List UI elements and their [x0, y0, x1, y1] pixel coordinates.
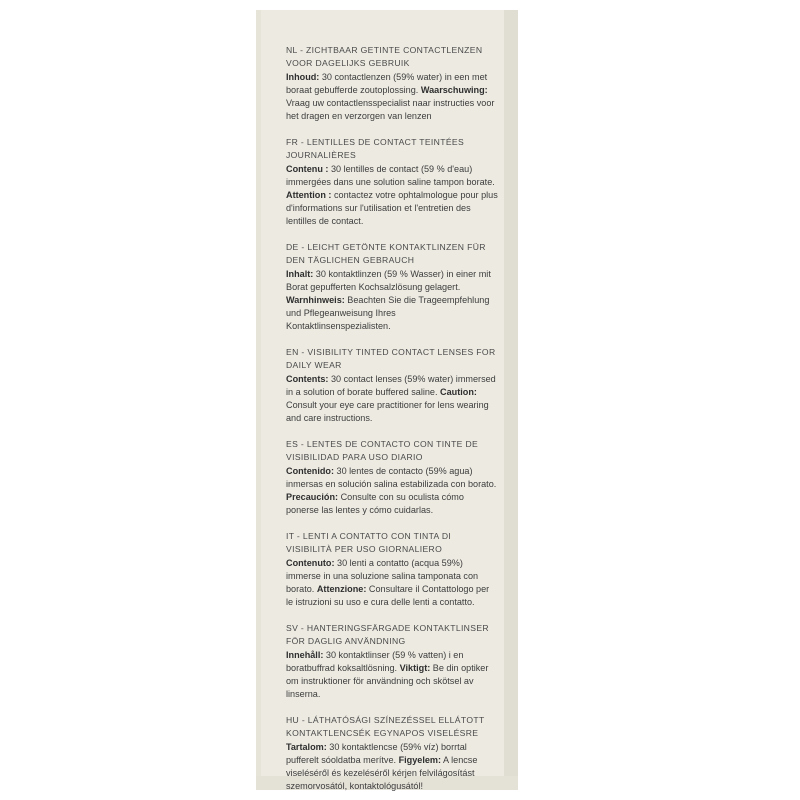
language-block-fr: [286, 136, 498, 228]
body-label: Contents:: [286, 374, 329, 384]
body-label: Figyelem:: [398, 755, 442, 765]
body-text: 30 kontaktlinzen (59 % Wasser) in einer mit Borat gepufferten Kochsalzlösung gelagert.: [286, 269, 491, 292]
language-heading: DE - LEICHT GETÖNTE KONTAKTLINZEN FÜR DEN TÄGLICHEN GEBRAUCH: [286, 242, 486, 265]
carton-left-edge: [256, 10, 261, 790]
language-body-text: [286, 71, 498, 123]
body-text: 30 kontaktlencse (59% víz) borrtal pufferelt sóoldatba merítve.: [286, 742, 467, 765]
language-heading: NL - ZICHTBAAR GETINTE CONTACTLENZEN VOOR DAGELIJKS GEBRUIK: [286, 45, 483, 68]
language-body-text: [286, 373, 498, 425]
body-text: 30 contactlenzen (59% water) in een met boraat gebufferde zoutoplossing.: [286, 72, 488, 95]
language-block-it: [286, 530, 498, 609]
language-body-text: [286, 741, 498, 793]
language-block-es: [286, 438, 498, 517]
carton-right-edge: [504, 10, 518, 790]
body-label: Inhalt:: [286, 269, 314, 279]
body-text: A lencse viseléséről és kezeléséről kérjen felvilágosítást szemorvosától, kontaktológusától!: [286, 755, 478, 791]
language-heading: HU - LÁTHATÓSÁGI SZÍNEZÉSSEL ELLÁTOTT KONTAKTLENCSÉK EGYNAPOS VISELÉSRE: [286, 715, 485, 738]
body-text: Vraag uw contactlensspecialist naar instructies voor het dragen en verzorgen van lenzen: [286, 98, 495, 121]
body-label: Waarschuwing:: [420, 85, 488, 95]
multilingual-label-panel: [286, 44, 498, 793]
body-text: Consultare il Contattologo per le istruzioni su uso e cura delle lenti a contatto.: [286, 584, 490, 607]
language-block-sv: [286, 622, 498, 701]
language-heading: SV - HANTERINGSFÄRGADE KONTAKTLINSER FÖR DAGLIG ANVÄNDNING: [286, 623, 489, 646]
body-label: Contenido:: [286, 466, 334, 476]
body-label: Contenuto:: [286, 558, 335, 568]
language-heading: IT - LENTI A CONTATTO CON TINTA DI VISIBILITÀ PER USO GIORNALIERO: [286, 531, 452, 554]
body-text: Consulte con su oculista cómo ponerse las lentes y cómo cuidarlas.: [286, 492, 464, 515]
body-label: Warnhinweis:: [286, 295, 345, 305]
body-label: Contenu :: [286, 164, 329, 174]
language-body-text: [286, 163, 498, 228]
body-label: Inhoud:: [286, 72, 320, 82]
language-body-text: [286, 268, 498, 333]
body-text: Be din optiker om instruktioner för användning och skötsel av linserna.: [286, 663, 489, 699]
body-text: contactez votre ophtalmologue pour plus d'informations sur l'utilisation et l'entretien des lentilles de contact.: [286, 190, 498, 226]
body-label: Attention :: [286, 190, 332, 200]
language-body-text: [286, 557, 498, 609]
body-text: 30 lentes de contacto (59% agua) inmersas en solución salina estabilizada con borato.: [286, 466, 497, 489]
body-text: 30 lentilles de contact (59 % d'eau) immergées dans une solution saline tampon borate.: [286, 164, 495, 187]
body-label: Precaución:: [286, 492, 339, 502]
language-heading: ES - LENTES DE CONTACTO CON TINTE DE VISIBILIDAD PARA USO DIARIO: [286, 439, 479, 462]
language-body-text: [286, 649, 498, 701]
body-label: Viktigt:: [399, 663, 431, 673]
language-body-text: [286, 465, 498, 517]
body-label: Tartalom:: [286, 742, 327, 752]
language-block-de: [286, 241, 498, 333]
body-label: Attenzione:: [316, 584, 367, 594]
body-text: 30 contact lenses (59% water) immersed in a solution of borate buffered saline.: [286, 374, 496, 397]
language-heading: FR - LENTILLES DE CONTACT TEINTÉES JOURNALIÈRES: [286, 137, 465, 160]
body-text: Consult your eye care practitioner for lens wearing and care instructions.: [286, 400, 489, 423]
language-block-nl: [286, 44, 498, 123]
body-text: 30 lenti a contatto (acqua 59%) immerse in una soluzione salina tamponata con borato.: [286, 558, 479, 594]
body-label: Caution:: [440, 387, 477, 397]
body-text: 30 kontaktlinser (59 % vatten) i en boratbuffrad koksaltlösning.: [286, 650, 464, 673]
body-text: Beachten Sie die Trageempfehlung und Pflegeanweisung Ihres Kontaktlinsenspezialisten.: [286, 295, 490, 331]
body-label: Innehåll:: [286, 650, 324, 660]
language-heading: EN - VISIBILITY TINTED CONTACT LENSES FOR DAILY WEAR: [286, 347, 496, 370]
language-block-en: [286, 346, 498, 425]
language-block-hu: [286, 714, 498, 793]
